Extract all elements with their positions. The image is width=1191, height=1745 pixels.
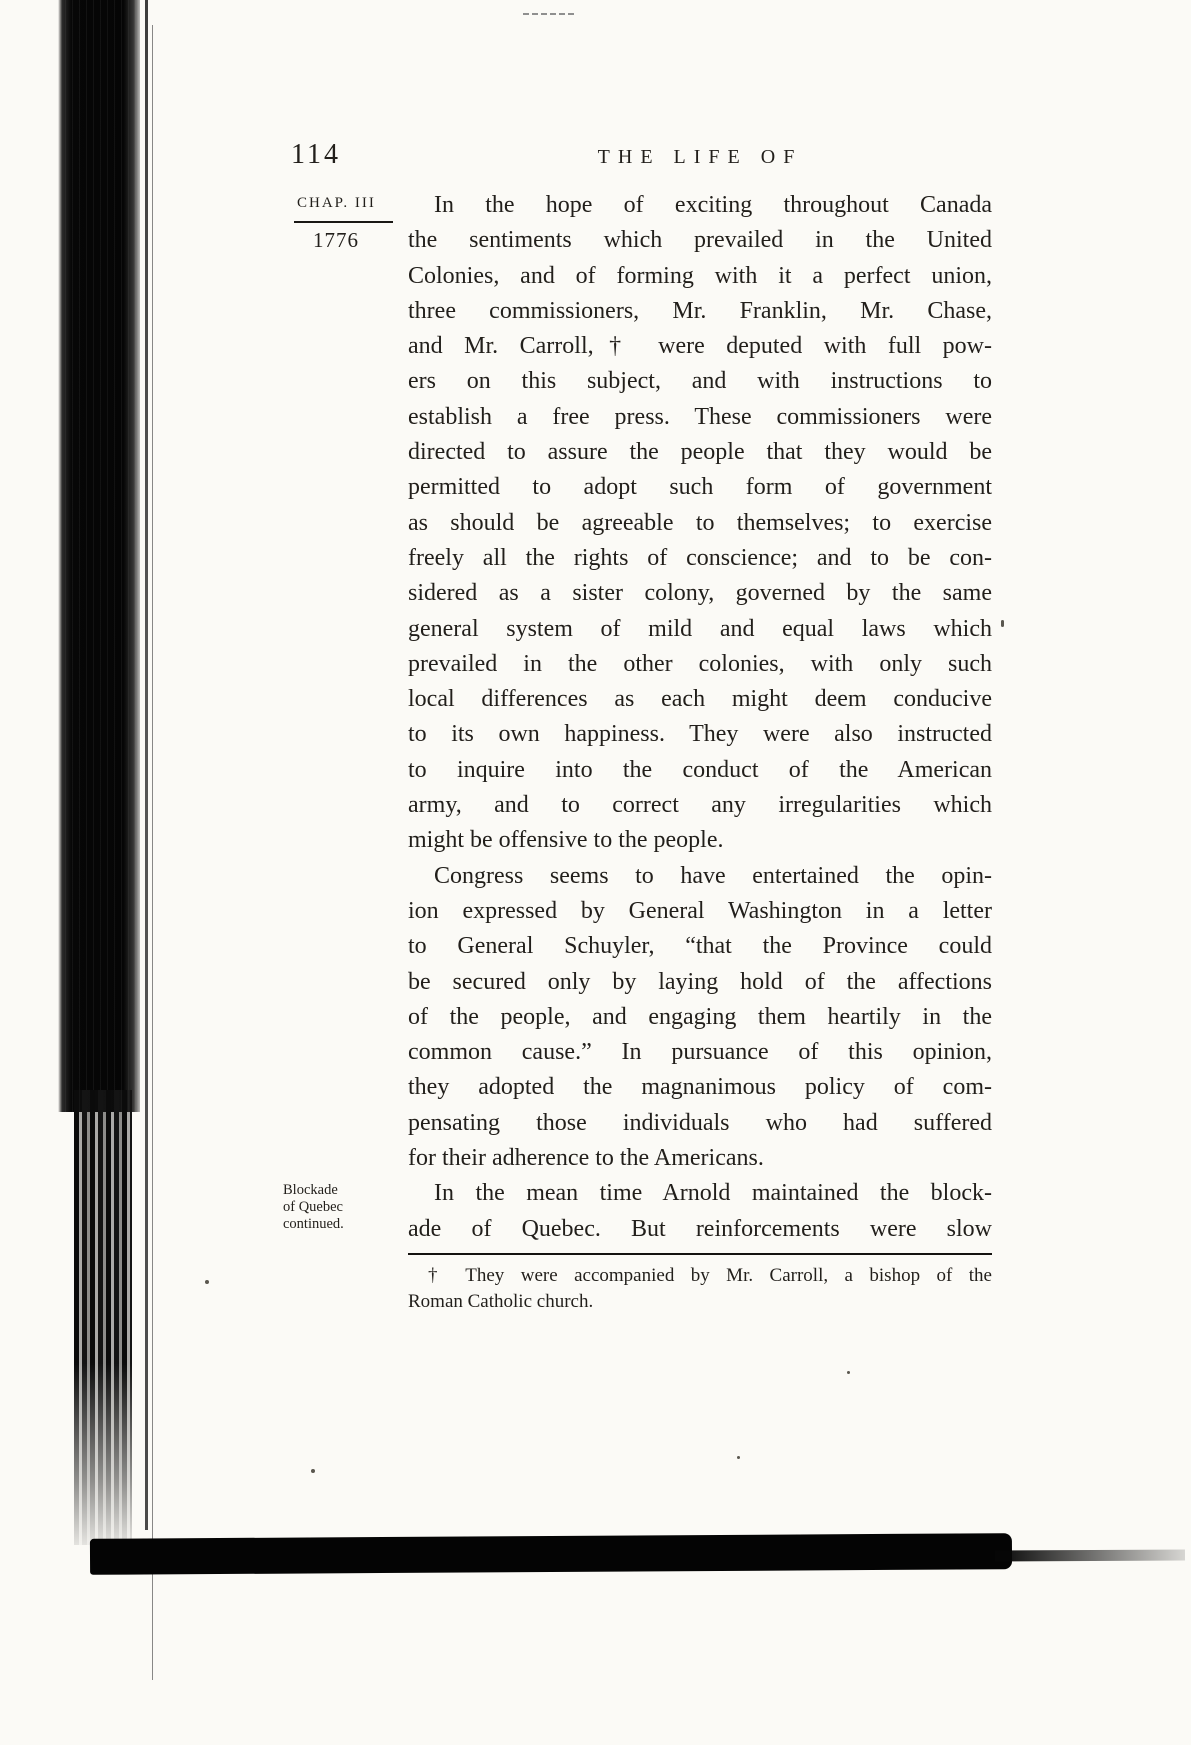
page-bottom-edge-artifact — [90, 1533, 1012, 1575]
text-line: army, and to correct any irregularities which — [408, 792, 992, 819]
running-header: THE LIFE OF — [597, 146, 803, 168]
ink-speck — [847, 1371, 850, 1374]
chapter-rule — [294, 221, 393, 223]
footnote-line: † They were accompanied by Mr. Carroll, a bishop of the — [428, 1264, 992, 1286]
text-line: to its own happiness. They were also instructed — [408, 721, 992, 748]
ink-speck — [1001, 620, 1004, 627]
text-line: Colonies, and of forming with it a perfect union, — [408, 262, 992, 289]
text-line: as should be agreeable to themselves; to exercise — [408, 509, 992, 536]
paragraph — [408, 1176, 992, 1247]
scan-line-artifact — [152, 25, 153, 1680]
text-line: pensating those individuals who had suffered — [408, 1109, 992, 1136]
footnote — [408, 1263, 992, 1315]
margin-sidenote — [283, 1182, 395, 1233]
scan-line-artifact — [145, 0, 148, 1530]
text-line: for their adherence to the Americans. — [408, 1145, 764, 1172]
text-line: to inquire into the conduct of the American — [408, 756, 992, 783]
text-line: establish a free press. These commissioners were — [408, 403, 992, 430]
text-line: the sentiments which prevailed in the United — [408, 227, 992, 254]
year-label: 1776 — [313, 228, 359, 252]
paragraph — [408, 859, 992, 1177]
text-line: local differences as each might deem conducive — [408, 686, 992, 713]
page-number: 114 — [291, 139, 341, 170]
text-line: In the hope of exciting throughout Canada — [434, 192, 992, 218]
sidenote-line: Blockade — [283, 1182, 338, 1198]
sidenote-line: continued. — [283, 1216, 344, 1232]
scan-dash-artifact — [523, 13, 575, 15]
body-text — [408, 188, 992, 1315]
page-bottom-edge-artifact — [995, 1550, 1185, 1562]
text-line: sidered as a sister colony, governed by the same — [408, 580, 992, 607]
text-line: three commissioners, Mr. Franklin, Mr. Chase, — [408, 297, 992, 324]
text-line: ade of Quebec. But reinforcements were slow — [408, 1215, 992, 1242]
ink-speck — [205, 1280, 209, 1284]
text-line: be secured only by laying hold of the affections — [408, 968, 992, 995]
paragraphs-container — [408, 188, 992, 1247]
text-line: they adopted the magnanimous policy of com- — [408, 1074, 992, 1101]
text-line: and Mr. Carroll,† were deputed with full pow- — [408, 333, 992, 360]
binding-shadow-lower-artifact — [74, 1090, 132, 1545]
text-line: freely all the rights of conscience; and to be con- — [408, 544, 992, 571]
footnote-line: Roman Catholic church. — [408, 1290, 594, 1312]
text-line: of the people, and engaging them heartily in the — [408, 1003, 992, 1030]
text-line: directed to assure the people that they would be — [408, 439, 992, 466]
ink-speck — [737, 1456, 740, 1459]
text-line: general system of mild and equal laws which — [408, 615, 992, 642]
text-line: to General Schuyler, “that the Province could — [408, 933, 992, 960]
text-line: common cause.” In pursuance of this opinion, — [408, 1039, 992, 1066]
text-line: ers on this subject, and with instructions to — [408, 368, 992, 395]
text-line: prevailed in the other colonies, with only such — [408, 650, 992, 677]
chapter-label: CHAP. III — [297, 195, 376, 211]
text-line: ion expressed by General Washington in a letter — [408, 897, 992, 924]
binding-shadow-artifact — [58, 0, 140, 1112]
paragraph — [408, 188, 992, 859]
sidenote-line: of Quebec — [283, 1199, 343, 1215]
footnote-rule — [408, 1253, 992, 1255]
text-line: Congress seems to have entertained the opin- — [434, 862, 992, 889]
ink-speck — [311, 1469, 315, 1473]
text-line: might be offensive to the people. — [408, 827, 724, 854]
text-line: In the mean time Arnold maintained the block- — [434, 1180, 992, 1207]
text-line: permitted to adopt such form of government — [408, 474, 992, 501]
